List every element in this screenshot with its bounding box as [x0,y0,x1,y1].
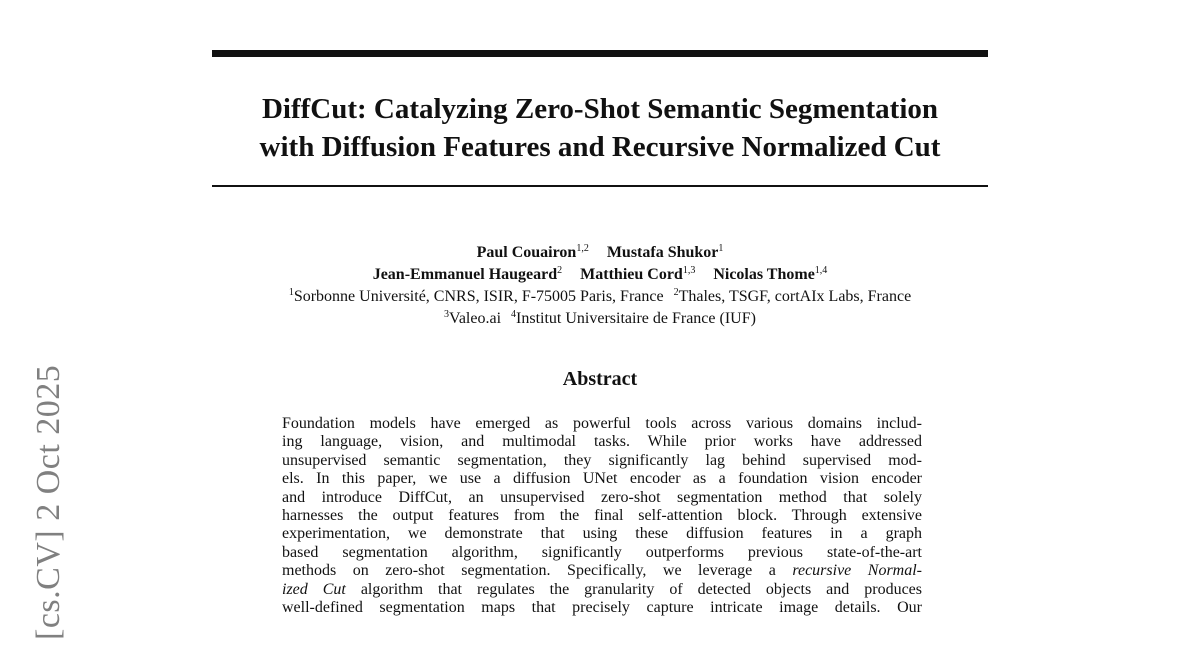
author-name: Matthieu Cord [580,266,683,283]
author-name: Nicolas Thome [713,266,815,283]
title-bottom-rule [212,185,988,187]
abstract-emphasis: recursive Normal- [792,562,923,580]
abstract-heading: Abstract [562,368,638,390]
abstract-line [282,562,922,580]
author-name: Jean-Emmanuel Haugeard [372,266,558,283]
author-affiliation-mark: 1,3 [682,265,696,276]
author-affiliation-mark: 2 [557,265,563,276]
affiliation-text: Institut Universitaire de France (IUF) [516,310,756,327]
author-line-1 [212,242,988,264]
abstract-line: els. In this paper, we use a diffusion UNet encoder as a foundation vision encoder [282,470,922,488]
affiliation-text: Thales, TSGF, cortAIx Labs, France [678,288,912,305]
arxiv-stamp: [cs.CV] 2 Oct 2025 [30,364,67,640]
affiliation-text: Valeo.ai [449,310,502,327]
author-name: Paul Couairon [476,244,577,261]
paper-title [212,90,988,166]
abstract-line: unsupervised semantic segmentation, they significantly lag behind supervised mod- [282,451,922,469]
abstract-text: algorithm that regulates the granularity of detected objects and produces [345,580,923,598]
affiliation-number: 3 [444,309,450,320]
abstract-line: ing language, vision, and multimodal tasks. While prior works have addressed [282,433,922,451]
abstract-line: based segmentation algorithm, significantly outperforms previous state-of-the-art [282,543,922,561]
abstract-body [282,415,922,617]
abstract-line: harnesses the output features from the final self-attention block. Through extensive [282,507,922,525]
abstract-line: well-defined segmentation maps that precisely capture intricate image details. Our [282,599,922,617]
affiliation-number: 4 [511,309,517,320]
author-affiliation-mark: 1,4 [814,265,828,276]
abstract-line: Foundation models have emerged as powerful tools across various domains includ- [282,415,922,432]
abstract-line [282,581,922,599]
abstract-emphasis: ized Cut [282,580,346,598]
abstract-text: methods on zero-shot segmentation. Specifically, we leverage a [282,562,793,580]
abstract-line: experimentation, we demonstrate that using these diffusion features in a graph [282,525,922,543]
author-line-2 [212,264,988,286]
author-affiliation-mark: 1,2 [576,243,589,254]
author-block [212,242,988,330]
affiliation-line-2 [212,308,988,330]
author-affiliation-mark: 1 [718,243,724,254]
affiliation-line-1 [212,286,988,308]
title-line-2: with Diffusion Features and Recursive Normalized Cut [259,131,941,163]
affiliation-number: 2 [673,287,679,298]
title-line-1: DiffCut: Catalyzing Zero-Shot Semantic Segmentation [261,93,939,125]
affiliation-text: Sorbonne Université, CNRS, ISIR, F-75005 Paris, France [293,288,664,305]
title-top-rule [212,50,988,57]
affiliation-number: 1 [288,287,294,298]
abstract-line: and introduce DiffCut, an unsupervised zero-shot segmentation method that solely [282,488,922,506]
author-name: Mustafa Shukor [606,244,719,261]
